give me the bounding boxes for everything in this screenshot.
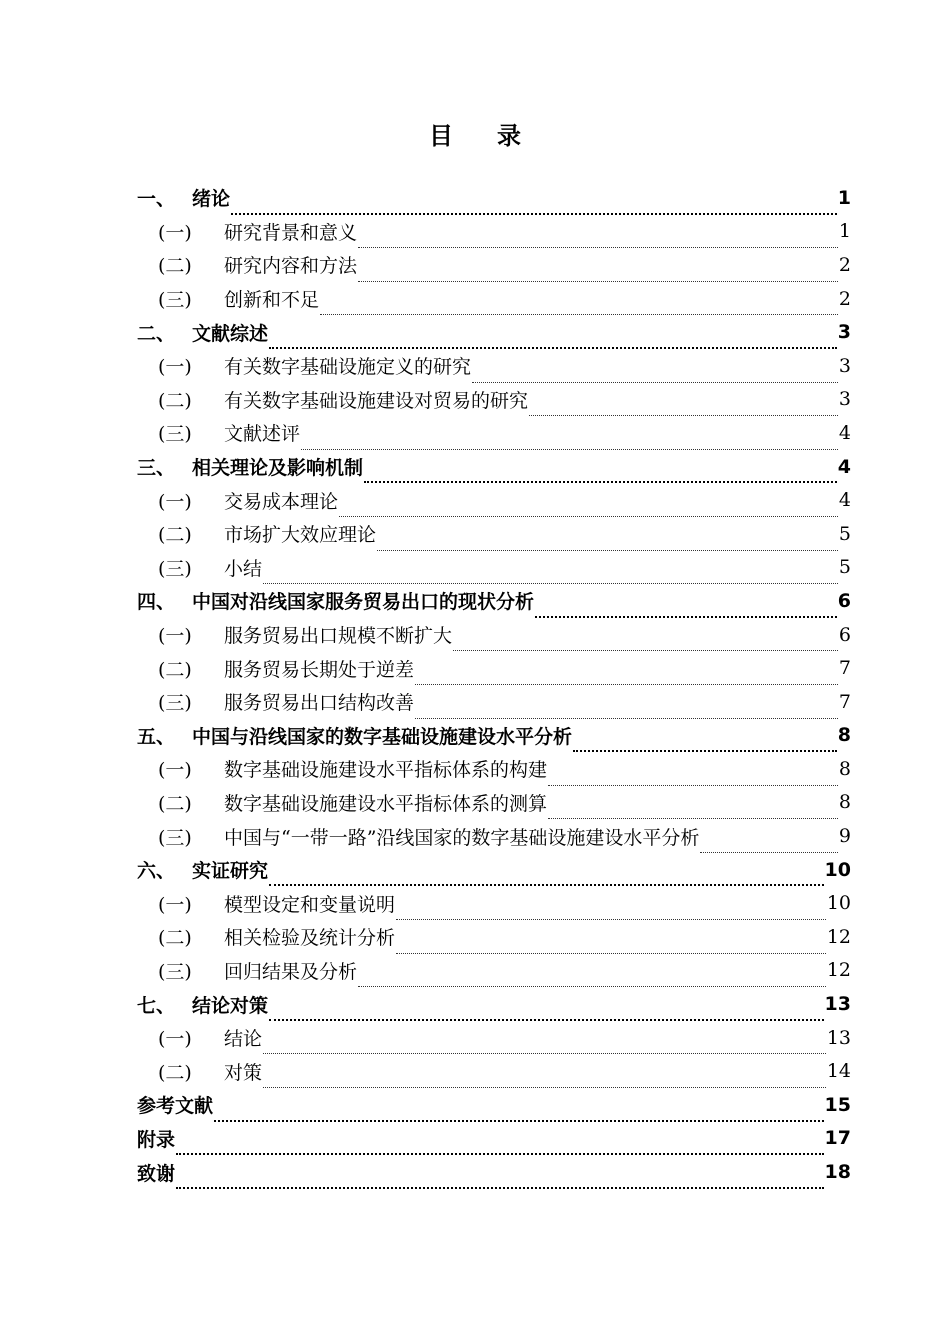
toc-entry[interactable] <box>137 282 851 316</box>
toc-entry-number: 七、 <box>137 994 176 1017</box>
toc-entry-title: 有关数字基础设施定义的研究 <box>224 356 472 379</box>
toc-entry-title: 有关数字基础设施建设对贸易的研究 <box>224 389 529 412</box>
toc-entry-page-number: 7 <box>838 690 851 713</box>
toc-entry[interactable] <box>137 383 851 417</box>
toc-entry-title: 致谢 <box>137 1162 176 1185</box>
toc-entry-title: 市场扩大效应理论 <box>224 524 377 547</box>
toc-entry-page-number: 3 <box>838 388 851 411</box>
dot-leader <box>548 767 838 786</box>
toc-entry-number: (三) <box>158 960 192 983</box>
table-of-contents <box>137 181 851 1189</box>
toc-entry[interactable] <box>137 416 851 450</box>
toc-entry-page-number: 2 <box>838 287 851 310</box>
toc-entry[interactable] <box>137 853 851 887</box>
toc-entry[interactable] <box>137 450 851 484</box>
toc-entry-page-number: 7 <box>838 657 851 680</box>
toc-entry-page-number: 18 <box>824 1161 851 1184</box>
dot-leader <box>301 431 838 450</box>
toc-entry[interactable] <box>137 551 851 585</box>
toc-entry-page-number: 8 <box>838 791 851 814</box>
toc-entry[interactable] <box>137 920 851 954</box>
toc-entry-number: (二) <box>158 927 192 950</box>
toc-entry[interactable] <box>137 1122 851 1156</box>
toc-entry-page-number: 9 <box>838 825 851 848</box>
toc-entry[interactable] <box>137 517 851 551</box>
toc-entry-title: 绪论 <box>192 188 231 211</box>
dot-leader <box>358 968 826 987</box>
toc-entry[interactable] <box>137 315 851 349</box>
toc-entry[interactable] <box>137 1155 851 1189</box>
dot-leader <box>214 1102 824 1122</box>
toc-entry-title: 对策 <box>224 1061 263 1084</box>
toc-entry-number: (二) <box>158 524 192 547</box>
toc-entry-title: 相关理论及影响机制 <box>192 457 364 480</box>
dot-leader <box>415 666 838 685</box>
toc-entry-number: (一) <box>158 1028 192 1051</box>
dot-leader <box>700 834 837 853</box>
toc-entry-title: 中国与沿线国家的数字基础设施建设水平分析 <box>192 725 573 748</box>
dot-leader <box>339 498 838 517</box>
dot-leader <box>263 1069 826 1088</box>
toc-entry[interactable] <box>137 1021 851 1055</box>
toc-entry-page-number: 3 <box>837 321 851 344</box>
toc-entry-page-number: 10 <box>824 858 851 881</box>
toc-entry-number: (一) <box>158 893 192 916</box>
toc-entry-page-number: 1 <box>837 186 851 209</box>
toc-entry[interactable] <box>137 483 851 517</box>
toc-entry[interactable] <box>137 1088 851 1122</box>
toc-entry-page-number: 6 <box>838 623 851 646</box>
toc-entry-title: 结论对策 <box>192 994 269 1017</box>
dot-leader <box>529 397 838 416</box>
toc-entry-number: 六、 <box>137 860 176 883</box>
toc-entry-title: 创新和不足 <box>224 289 320 312</box>
dot-leader <box>535 598 837 618</box>
dot-leader <box>263 1035 826 1054</box>
toc-entry-page-number: 4 <box>837 455 851 478</box>
dot-leader <box>396 935 826 954</box>
toc-entry-page-number: 14 <box>826 1060 851 1083</box>
toc-entry[interactable] <box>137 349 851 383</box>
toc-entry-number: (一) <box>158 759 192 782</box>
toc-entry-page-number: 4 <box>838 489 851 512</box>
toc-entry-page-number: 8 <box>838 757 851 780</box>
toc-entry-page-number: 2 <box>838 253 851 276</box>
dot-leader <box>377 532 838 551</box>
toc-entry-title: 中国对沿线国家服务贸易出口的现状分析 <box>192 591 535 614</box>
toc-entry-number: (二) <box>158 389 192 412</box>
toc-entry-number: 四、 <box>137 591 176 614</box>
toc-entry-page-number: 15 <box>824 1093 851 1116</box>
toc-entry-number: (二) <box>158 1061 192 1084</box>
dot-leader <box>415 700 838 719</box>
toc-entry-page-number: 10 <box>826 892 851 915</box>
toc-entry[interactable] <box>137 1054 851 1088</box>
toc-entry-page-number: 5 <box>838 522 851 545</box>
toc-entry-title: 中国与“一带一路”沿线国家的数字基础设施建设水平分析 <box>224 826 700 849</box>
toc-title <box>0 118 950 154</box>
toc-entry-title: 回归结果及分析 <box>224 960 358 983</box>
dot-leader <box>548 800 838 819</box>
toc-entry-title: 服务贸易长期处于逆差 <box>224 658 415 681</box>
toc-entry-title: 服务贸易出口规模不断扩大 <box>224 625 453 648</box>
dot-leader <box>573 732 837 752</box>
toc-entry-page-number: 12 <box>826 925 851 948</box>
toc-entry-page-number: 4 <box>838 421 851 444</box>
toc-entry-number: (三) <box>158 557 192 580</box>
toc-entry-title: 数字基础设施建设水平指标体系的构建 <box>224 759 548 782</box>
dot-leader <box>358 229 838 248</box>
dot-leader <box>364 463 837 483</box>
dot-leader <box>358 263 838 282</box>
toc-entry-title: 参考文献 <box>137 1095 214 1118</box>
toc-entry-title: 研究背景和意义 <box>224 221 358 244</box>
toc-entry-title: 服务贸易出口结构改善 <box>224 692 415 715</box>
toc-entry-page-number: 3 <box>838 354 851 377</box>
toc-entry-number: (一) <box>158 490 192 513</box>
dot-leader <box>176 1135 824 1155</box>
toc-entry[interactable] <box>137 954 851 988</box>
toc-entry-number: 五、 <box>137 725 176 748</box>
toc-entry-number: (二) <box>158 792 192 815</box>
dot-leader <box>269 329 837 349</box>
toc-entry-page-number: 5 <box>838 556 851 579</box>
toc-entry-page-number: 6 <box>837 589 851 612</box>
toc-entry[interactable] <box>137 685 851 719</box>
toc-entry[interactable] <box>137 719 851 753</box>
toc-entry[interactable] <box>137 819 851 853</box>
toc-entry-title: 交易成本理论 <box>224 490 339 513</box>
dot-leader <box>269 866 824 886</box>
dot-leader <box>176 1169 824 1189</box>
toc-entry[interactable] <box>137 248 851 282</box>
toc-title-char: 目 <box>429 122 453 150</box>
toc-entry[interactable] <box>137 584 851 618</box>
toc-entry-title: 实证研究 <box>192 860 269 883</box>
dot-leader <box>453 632 838 651</box>
toc-entry[interactable] <box>137 618 851 652</box>
toc-entry-number: (三) <box>158 423 192 446</box>
toc-entry[interactable] <box>137 786 851 820</box>
toc-entry-page-number: 13 <box>826 1026 851 1049</box>
toc-entry-number: (二) <box>158 255 192 278</box>
toc-entry-title: 相关检验及统计分析 <box>224 927 396 950</box>
toc-entry-number: (二) <box>158 658 192 681</box>
toc-entry-number: (一) <box>158 356 192 379</box>
toc-entry-number: 二、 <box>137 322 176 345</box>
toc-entry[interactable] <box>137 215 851 249</box>
dot-leader <box>396 901 826 920</box>
dot-leader <box>231 195 837 215</box>
toc-entry-page-number: 12 <box>826 959 851 982</box>
toc-entry-number: (一) <box>158 221 192 244</box>
toc-entry-title: 模型设定和变量说明 <box>224 893 396 916</box>
toc-entry-number: (一) <box>158 625 192 648</box>
toc-entry-number: (三) <box>158 826 192 849</box>
toc-entry-title: 数字基础设施建设水平指标体系的测算 <box>224 792 548 815</box>
toc-entry-page-number: 1 <box>838 220 851 243</box>
toc-entry-number: (三) <box>158 692 192 715</box>
toc-entry-page-number: 8 <box>837 724 851 747</box>
dot-leader <box>320 296 838 315</box>
toc-title-char: 录 <box>497 122 521 150</box>
toc-entry-title: 研究内容和方法 <box>224 255 358 278</box>
toc-entry-page-number: 13 <box>824 993 851 1016</box>
toc-entry[interactable] <box>137 987 851 1021</box>
toc-entry[interactable] <box>137 752 851 786</box>
dot-leader <box>472 364 838 383</box>
toc-entry-title: 小结 <box>224 557 263 580</box>
toc-entry-title: 结论 <box>224 1028 263 1051</box>
toc-entry[interactable] <box>137 181 851 215</box>
dot-leader <box>269 1001 824 1021</box>
toc-entry-title: 附录 <box>137 1128 176 1151</box>
dot-leader <box>263 565 838 584</box>
toc-entry-title: 文献综述 <box>192 322 269 345</box>
toc-entry-title: 文献述评 <box>224 423 301 446</box>
toc-entry[interactable] <box>137 651 851 685</box>
toc-entry-page-number: 17 <box>824 1127 851 1150</box>
toc-entry-number: (三) <box>158 289 192 312</box>
toc-entry-number: 三、 <box>137 457 176 480</box>
toc-entry-number: 一、 <box>137 188 176 211</box>
toc-entry[interactable] <box>137 886 851 920</box>
